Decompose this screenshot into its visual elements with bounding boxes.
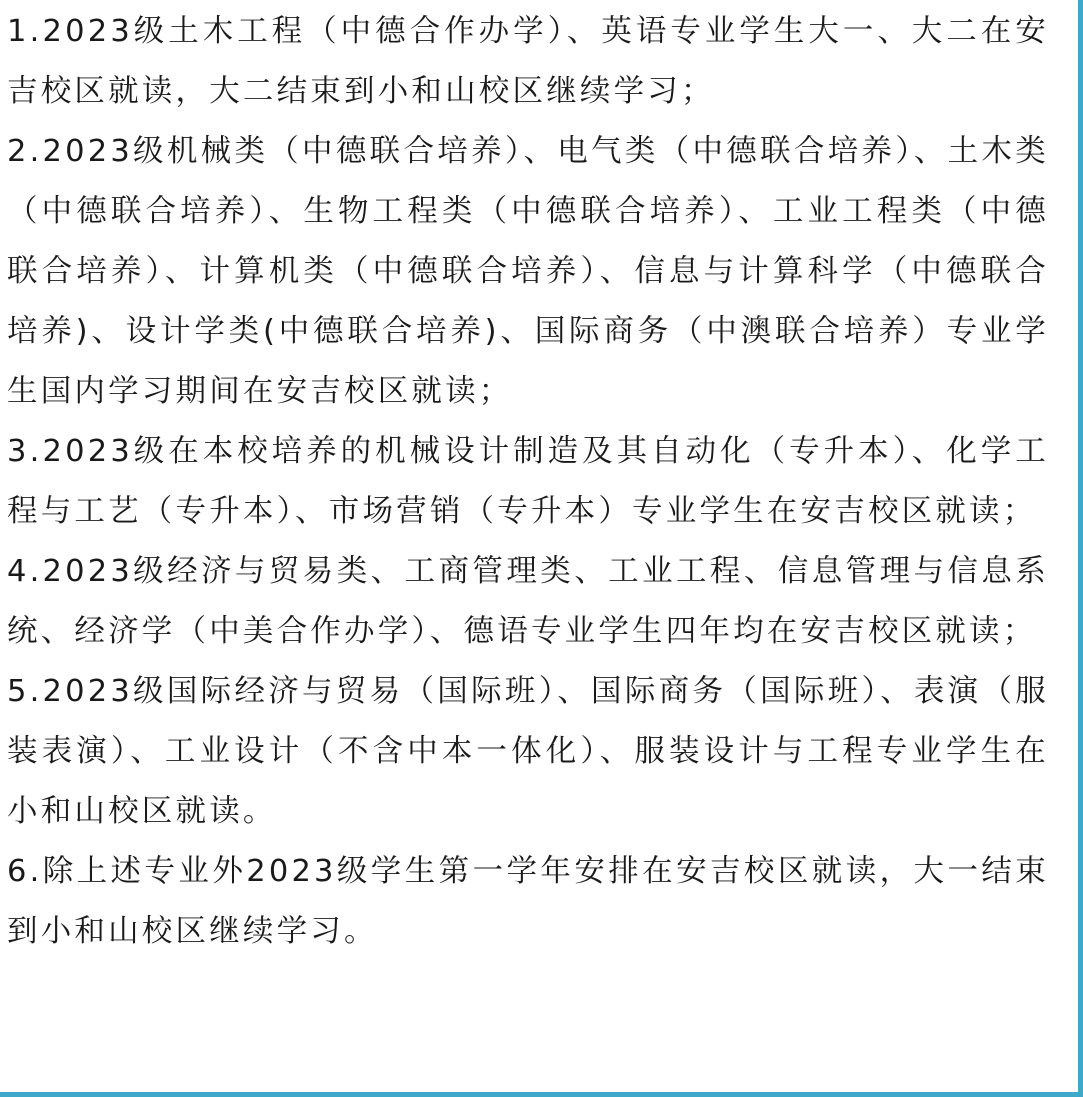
list-item-3: 3.2023级在本校培养的机械设计制造及其自动化（专升本）、化学工程与工艺（专升本）、市场营销（专升本）专业学生在安吉校区就读； [7, 434, 1049, 529]
list-item-4: 4.2023级经济与贸易类、工商管理类、工业工程、信息管理与信息系统、经济学（中美合作办学）、德语专业学生四年均在安吉校区就读； [7, 554, 1049, 649]
list-item-1: 1.2023级土木工程（中德合作办学）、英语专业学生大一、大二在安吉校区就读，大二结束到小和山校区继续学习； [7, 14, 1049, 109]
campus-assignment-list [7, 2, 1049, 962]
list-item-2: 2.2023级机械类（中德联合培养）、电气类（中德联合培养）、土木类（中德联合培养）、生物工程类（中德联合培养）、工业工程类（中德联合培养）、计算机类（中德联合培养）、信息与计算科学（中德联合培养)、设计学类(中德联合培养)、国际商务（中澳联合培养）专业学生国内学习期间在安吉校区就读； [7, 134, 1049, 409]
list-item-5: 5.2023级国际经济与贸易（国际班）、国际商务（国际班）、表演（服装表演）、工业设计（不含中本一体化）、服装设计与工程专业学生在小和山校区就读。 [7, 674, 1049, 829]
list-item-6: 6.除上述专业外2023级学生第一学年安排在安吉校区就读，大一结束到小和山校区继续学习。 [7, 854, 1049, 949]
